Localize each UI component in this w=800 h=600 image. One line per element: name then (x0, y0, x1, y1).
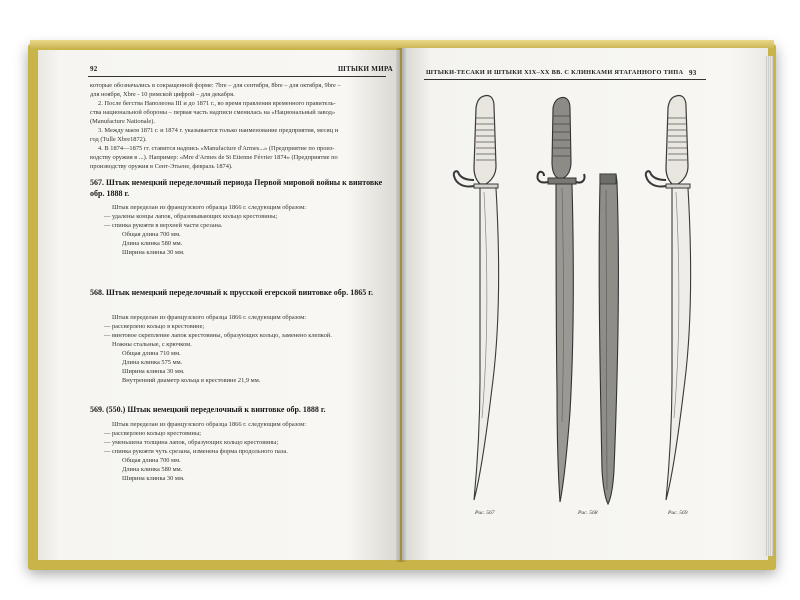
entry-line: Внутренний диаметр кольца в крестовине 21,9 мм. (122, 377, 261, 384)
figure-caption-567: Рис. 567 (475, 510, 495, 516)
figure-caption-569: Рис. 569 (668, 510, 688, 516)
bayonet-569-illustration (632, 88, 722, 508)
note-line: 4. В 1874—1875 гг. ставится надпись «Manufacture d'Armes...» (Предприятие по произ- (98, 145, 335, 152)
entry-line: — уменьшена толщина лапок, образующих кольцо крестовины; (104, 439, 279, 446)
note-line: производству оружия в Сент-Этьене, февраль 1874). (90, 163, 233, 170)
note-line: которые обозначались в сокращенной форме: 7bre – для сентября, 8bre – для октября, 9bre – (90, 82, 341, 89)
entry-line: Длина клинка 575 мм. (122, 359, 183, 366)
entry-567-title: 567. Штык немецкий переделочный периода Первой мировой войны к винтовке обр. 1888 г. (90, 178, 383, 198)
right-page-number: 93 (689, 69, 697, 77)
entry-line: Ширина клинка 30 мм. (122, 368, 185, 375)
entry-line: — винтовое скрепление лапок крестовины, образующих кольцо, заменено клепкой. (104, 332, 332, 339)
entry-line: Ширина клинка 30 мм. (122, 475, 185, 482)
right-running-head: ШТЫКИ-ТЕСАКИ И ШТЫКИ XIX–XX ВВ. С КЛИНКАМИ ЯТАГАННОГО ТИПА (426, 69, 684, 76)
entry-line: Общая длина 710 мм. (122, 350, 181, 357)
entry-line: — рассверлено кольцо в крестовине; (104, 323, 205, 330)
entry-line: Общая длина 700 мм. (122, 231, 181, 238)
entry-569-title: 569. (550.) Штык немецкий переделочный к винтовке обр. 1888 г. (90, 405, 326, 414)
entry-567-body (104, 203, 386, 257)
book-gutter (396, 48, 406, 562)
entry-line: Ножны стальные, с крючком. (112, 341, 192, 348)
entry-line: Длина клинка 580 мм. (122, 240, 183, 247)
entry-line: — удалены концы лапок, образовывающих кольцо крестовины; (104, 213, 278, 220)
entry-line: Штык переделан из французского образца 1866 г. следующим образом: (112, 314, 307, 321)
entry-line: — спинка рукояти чуть срезана, изменена форма продольного паза. (104, 448, 288, 455)
entry-line: Штык переделан из французского образца 1866 г. следующим образом: (112, 421, 307, 428)
book-cover-edge (30, 40, 774, 48)
note-line: водству оружия в ...). Например: «Mre d'Armes de St Etienne Février 1874» (Предприятие по (90, 154, 338, 161)
left-running-head: ШТЫКИ МИРА (338, 65, 393, 73)
entry-line: Общая длина 700 мм. (122, 457, 181, 464)
entry-568-title: 568. Штык немецкий переделочный к прусской егерской винтовке обр. 1865 г. (90, 288, 373, 297)
note-line: для ноября, Xbre - 10 римской цифрой – для декабря. (90, 91, 235, 98)
entry-line: — рассверлено кольцо крестовины; (104, 430, 202, 437)
entry-line: Штык переделан из французского образца 1866 г. следующим образом: (112, 204, 307, 211)
scabbard-568-illustration (590, 170, 630, 510)
entry-line: Ширина клинка 30 мм. (122, 249, 185, 256)
bayonet-567-illustration (440, 88, 530, 508)
note-line: 3. Между маем 1871 г. и 1874 г. указывается только наименование предприятия, месяц и (98, 127, 339, 134)
page-stack-edge (765, 56, 773, 556)
entry-line: Длина клинка 580 мм. (122, 466, 183, 473)
note-line: год (Tulle Xbre1872). (90, 136, 147, 143)
left-page-number: 92 (90, 65, 98, 73)
entry-569-body (104, 420, 386, 483)
footnotes-block (90, 81, 388, 171)
note-line: ства национальной обороны – первая часть надписи сменилась на «Национальный завод» (90, 109, 336, 116)
note-line: (Manufacture Nationale). (90, 118, 155, 125)
entry-568-body (104, 313, 386, 385)
figure-caption-568: Рис. 568 (578, 510, 598, 516)
right-header-rule (424, 79, 706, 80)
entry-line: — спинка рукояти в верхней части срезана. (104, 222, 223, 229)
note-line: 2. После бегства Наполеона III и до 1871 г., во время правления временного правитель- (98, 100, 336, 107)
left-header-rule (88, 76, 386, 77)
